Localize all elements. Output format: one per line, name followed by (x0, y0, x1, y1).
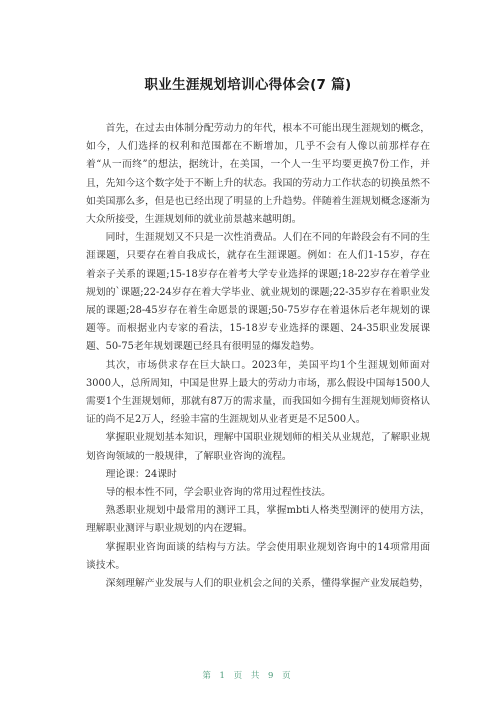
paragraph: 其次，市场供求存在巨大缺口。2023年，美国平均1个生涯规划师面对3000人，总所周知，中国是世界上最大的劳动力市场，那么假设中国每1500人需要1个生涯规划师，那就有87万的需求量，而我国如今拥有生涯规划师资格认证的尚不足2万人，经验丰富的生涯规划从业者更是不足500人。 (86, 359, 430, 426)
document-body (86, 120, 430, 593)
page-number-footer: 第 1 页 共 9 页 (202, 671, 294, 681)
paragraph: 理论课：24课时 (105, 468, 177, 480)
paragraph: 导的根本性不同，学会职业咨询的常用过程性技法。 (105, 487, 331, 499)
paragraph: 深刻理解产业发展与人们的职业机会之间的关系，懂得掌握产业发展趋势， (105, 578, 429, 590)
paragraph: 同时，生涯规划又不只是一次性消费品。人们在不同的年龄段会有不同的生涯课题，只要存在着自我成长，就存在生涯课题。例如：在人们1-15岁，存在着亲子关系的课题;15-18岁存在着考大学专业选择的课题;18-22岁存在着学业规划的`课题;22-24岁存在着大学毕业、就业规划的课题;22-35岁存在着职业发展的课题;28-45岁存在着生命愿景的课题;50-75岁存在着退休后老年规划的课题等。而根据业内专家的看法，15-18岁专业选择的课题、24-35职业发展课题、50-75老年规划课题已经具有很明显的爆发趋势。 (86, 232, 430, 353)
paragraph: 掌握职业咨询面谈的结构与方法。学会使用职业规划咨询中的14项常用面谈技术。 (86, 541, 430, 571)
paragraph: 熟悉职业规划中最常用的测评工具，掌握mbti人格类型测评的使用方法，理解职业测评与职业规划的内在逻辑。 (86, 505, 430, 535)
paragraph: 首先，在过去由体制分配劳动力的年代，根本不可能出现生涯规划的概念，如今，人们选择的权利和范围都在不断增加，几乎不会有人像以前那样存在着“从一而终”的想法，据统计，在美国，一个人一生平均要更换7份工作，并且，先知今这个数字处于不断上升的状态。我国的劳动力工作状态的切换虽然不如美国那么多，但是也已经出现了明显的上升趋势。伴随着生涯规划概念逐渐为大众所接受，生涯规划师的就业前景越来越明朗。 (86, 123, 430, 226)
document-title: 职业生涯规划培训心得体会(7 篇) (144, 77, 352, 93)
paragraph: 掌握职业规划基本知识，理解中国职业规划师的相关从业规范，了解职业规划咨询领域的一般规律，了解职业咨询的流程。 (86, 432, 430, 462)
